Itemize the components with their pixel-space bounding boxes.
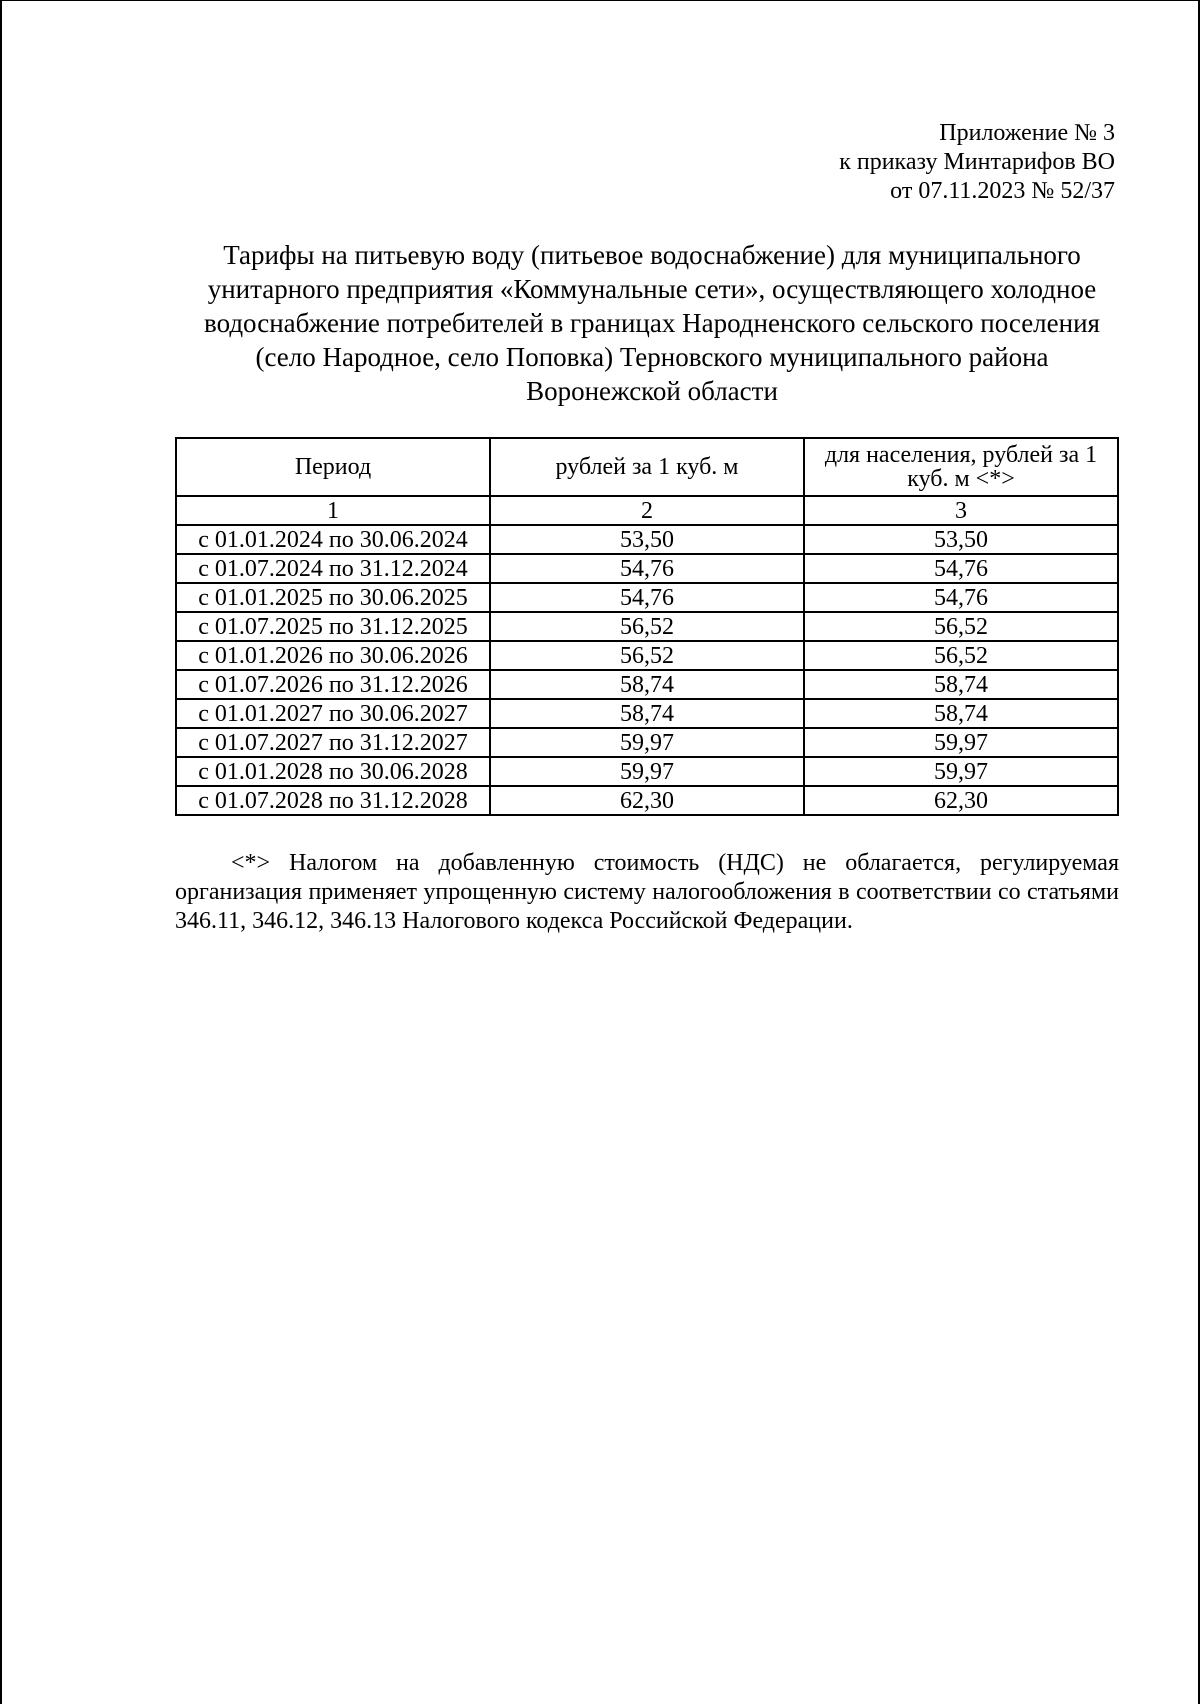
rate-cell: 59,97 (490, 728, 804, 757)
table-row (176, 786, 1118, 815)
table-row (176, 554, 1118, 583)
table-row (176, 699, 1118, 728)
rate-cell: 54,76 (490, 583, 804, 612)
title-line-5: Воронежской области (526, 376, 778, 406)
rate-cell: 54,76 (490, 554, 804, 583)
population-rate-cell: 59,97 (804, 757, 1118, 786)
period-cell: с 01.01.2024 по 30.06.2024 (176, 525, 490, 554)
period-cell: с 01.01.2026 по 30.06.2026 (176, 641, 490, 670)
appendix-order-date: от 07.11.2023 № 52/37 (890, 178, 1115, 204)
column-number: 1 (176, 496, 490, 525)
vat-footnote (175, 849, 1119, 936)
header-period: Период (176, 438, 490, 496)
population-rate-cell: 54,76 (804, 583, 1118, 612)
table-header-row (176, 438, 1118, 496)
column-number: 2 (490, 496, 804, 525)
table-row (176, 612, 1118, 641)
rate-cell: 59,97 (490, 757, 804, 786)
rate-cell: 53,50 (490, 525, 804, 554)
period-cell: с 01.07.2026 по 31.12.2026 (176, 670, 490, 699)
rate-cell: 56,52 (490, 641, 804, 670)
period-cell: с 01.07.2027 по 31.12.2027 (176, 728, 490, 757)
period-cell: с 01.07.2028 по 31.12.2028 (176, 786, 490, 815)
period-cell: с 01.01.2025 по 30.06.2025 (176, 583, 490, 612)
column-number-row (176, 496, 1118, 525)
table-row (176, 757, 1118, 786)
period-cell: с 01.01.2028 по 30.06.2028 (176, 757, 490, 786)
population-rate-cell: 59,97 (804, 728, 1118, 757)
title-line-3: водоснабжение потребителей в границах Народненского сельского поселения (204, 308, 1100, 338)
population-rate-cell: 58,74 (804, 670, 1118, 699)
table-row (176, 525, 1118, 554)
tariff-table (175, 437, 1119, 816)
table-row (176, 583, 1118, 612)
population-rate-cell: 56,52 (804, 612, 1118, 641)
header-population-rub-per-m3: для населения, рублей за 1 куб. м <*> (804, 438, 1118, 496)
population-rate-cell: 62,30 (804, 786, 1118, 815)
rate-cell: 62,30 (490, 786, 804, 815)
appendix-order-ref: к приказу Минтарифов ВО (839, 149, 1115, 175)
rate-cell: 56,52 (490, 612, 804, 641)
period-cell: с 01.01.2027 по 30.06.2027 (176, 699, 490, 728)
period-cell: с 01.07.2025 по 31.12.2025 (176, 612, 490, 641)
rate-cell: 58,74 (490, 699, 804, 728)
table-row (176, 728, 1118, 757)
title-line-1: Тарифы на питьевую воду (питьевое водоснабжение) для муниципального (223, 240, 1081, 270)
column-number: 3 (804, 496, 1118, 525)
population-rate-cell: 53,50 (804, 525, 1118, 554)
period-cell: с 01.07.2024 по 31.12.2024 (176, 554, 490, 583)
appendix-reference (839, 119, 1115, 206)
footnote-text: <*> Налогом на добавленную стоимость (НДС) не облагается, регулируемая организация применяет упрощенную систему налогообложения в соответствии со статьями 346.11, 346.12, 346.13 Налогового кодекса Российской Федерации. (175, 850, 1119, 934)
rate-cell: 58,74 (490, 670, 804, 699)
population-rate-cell: 54,76 (804, 554, 1118, 583)
header-rub-per-m3: рублей за 1 куб. м (490, 438, 804, 496)
population-rate-cell: 58,74 (804, 699, 1118, 728)
appendix-number: Приложение № 3 (939, 120, 1115, 146)
title-line-2: унитарного предприятия «Коммунальные сети», осуществляющего холодное (207, 274, 1097, 304)
table-row (176, 641, 1118, 670)
title-line-4: (село Народное, село Поповка) Терновского муниципального района (255, 342, 1049, 372)
table-row (176, 670, 1118, 699)
document-title (152, 238, 1152, 408)
population-rate-cell: 56,52 (804, 641, 1118, 670)
